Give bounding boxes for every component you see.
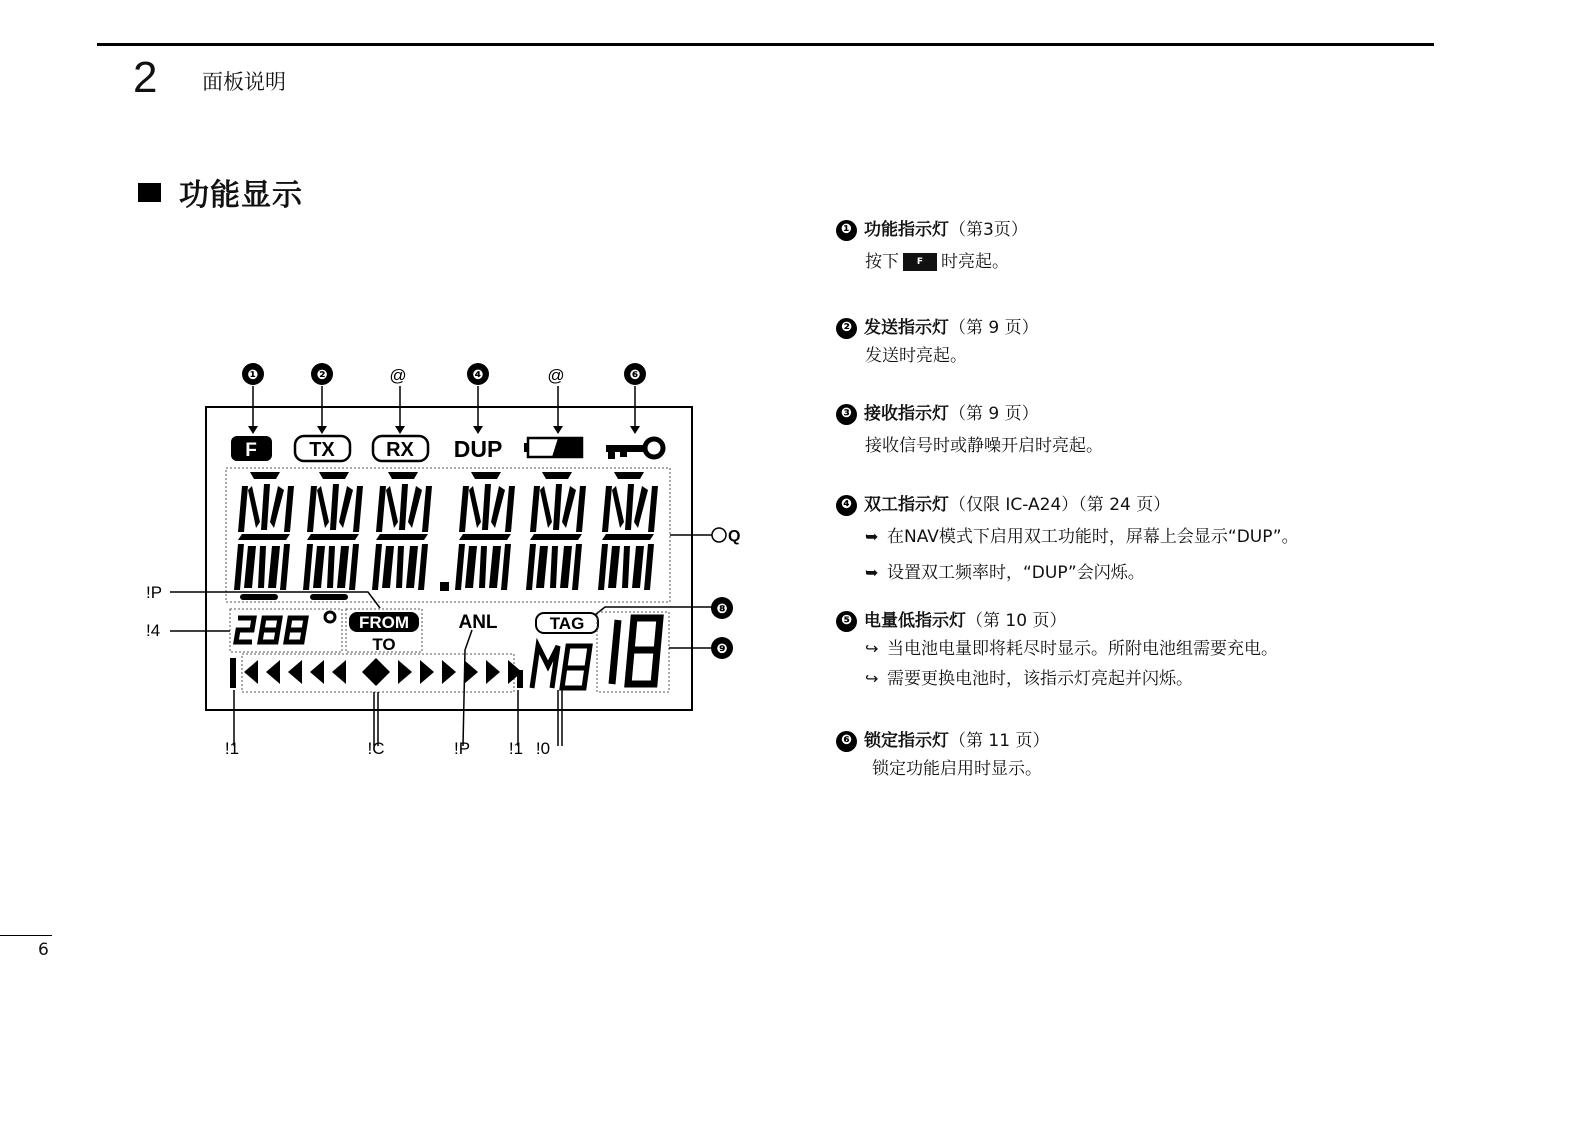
arrow-icon: ↪	[865, 639, 879, 658]
item-3: ❸ 接收指示灯 （第 9 页） 接收信号时或静噪开启时亮起。	[836, 401, 1396, 459]
callout-9-label: ❾	[716, 641, 728, 656]
callout-4-label: ❹	[472, 367, 484, 382]
callout-2-label: ❷	[316, 367, 328, 382]
dup-indicator: DUP	[453, 436, 503, 462]
small-digits	[236, 612, 335, 642]
chapter-number: 2	[133, 53, 158, 102]
callout-3-label: @	[389, 366, 407, 385]
diagram-label: F	[245, 440, 257, 461]
callout-left-4: !4	[146, 621, 161, 640]
to-indicator: TO	[372, 635, 396, 654]
section-heading	[138, 170, 303, 214]
section-title: 功能显示	[179, 178, 303, 213]
arrow-icon: ↪	[865, 669, 879, 688]
item-1: ❶ 功能指示灯 （第3页） 按下 F 时亮起。	[836, 217, 1396, 275]
number-1-icon: ❶	[836, 220, 857, 241]
item-6: ❻ 锁定指示灯 （第 11 页） 锁定功能启用时显示。	[836, 728, 1396, 782]
lcd-diagram	[140, 350, 750, 770]
header-rule	[97, 43, 1434, 46]
anl-indicator: ANL	[458, 612, 498, 633]
digit-segments	[234, 472, 658, 600]
page-number: 6	[38, 940, 49, 960]
diagram-label: TX	[309, 439, 335, 461]
callout-bottom-2: !C	[367, 739, 385, 758]
callout-bottom-5: !0	[535, 739, 551, 758]
f-key-icon: F	[903, 253, 937, 271]
callout-bottom-4: !1	[508, 739, 524, 758]
item-4: ❹ 双工指示灯 （仅限 IC-A24）（第 24 页） ➥ 在NAV模式下启用双工功能时，屏幕上会显示“DUP”。 ➥ 设置双工频率时，“DUP”会闪烁。	[836, 492, 1396, 586]
diagram-label: TAG	[549, 614, 585, 633]
callout-left-p: !P	[146, 583, 163, 602]
callout-q-label: Q	[728, 528, 741, 545]
diagram-label: FROM	[358, 613, 410, 632]
callout-5-label: @	[547, 366, 565, 385]
memory-indicator	[532, 646, 590, 688]
arrow-icon: ➥	[865, 527, 879, 546]
number-4-icon: ❹	[836, 495, 857, 516]
number-3-icon: ❸	[836, 404, 857, 425]
square-bullet-icon	[138, 183, 161, 202]
callout-1-label: ❶	[247, 367, 259, 382]
arrow-icon: ➥	[865, 563, 879, 582]
chapter-title: 面板说明	[202, 70, 286, 94]
key-icon	[606, 439, 663, 459]
callout-6-label: ❻	[629, 367, 641, 382]
item-2: ❷ 发送指示灯 （第 9 页） 发送时亮起。	[836, 315, 1396, 369]
footer-rule	[0, 935, 52, 936]
diagram-label: RX	[386, 439, 414, 461]
callout-bottom-1: !1	[224, 739, 240, 758]
channel-digit	[612, 618, 660, 684]
callout-bottom-3: !P	[453, 739, 471, 758]
decimal-point	[440, 582, 449, 591]
item-5: ❺ 电量低指示灯 （第 10 页） ↪ 当电池电量即将耗尽时显示。所附电池组需要充电。 ↪ 需要更换电池时，该指示灯亮起并闪烁。	[836, 608, 1396, 692]
battery-icon	[524, 438, 582, 457]
number-6-icon: ❻	[836, 731, 857, 752]
number-5-icon: ❺	[836, 611, 857, 632]
number-2-icon: ❷	[836, 318, 857, 339]
signal-bar	[230, 658, 523, 688]
callout-8-label: ❽	[716, 601, 728, 616]
